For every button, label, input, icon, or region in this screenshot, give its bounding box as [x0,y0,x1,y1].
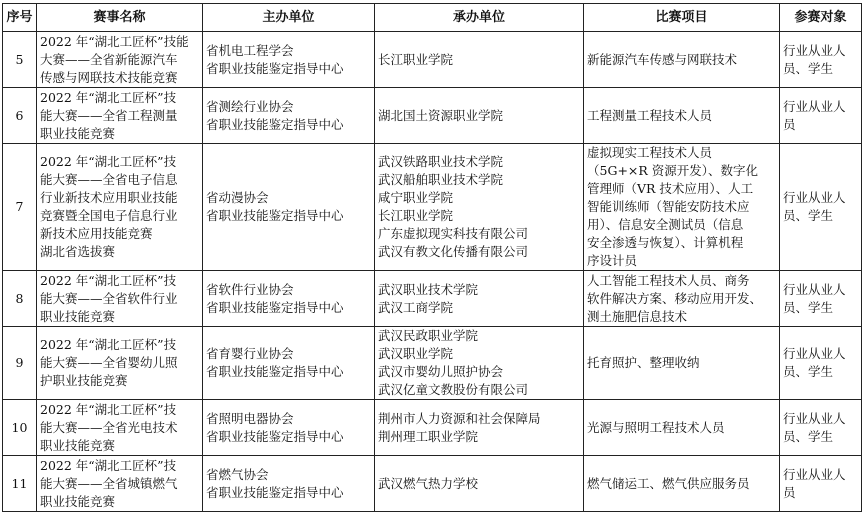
cell-line: 工程测量工程技术人员 [587,107,713,123]
cell-line: 湖北国土资源职业学院 [378,107,504,123]
cell-line: 智能训练师（智能安防技术应 [587,199,750,214]
table-row [3,271,862,327]
cell-no: 5 [3,32,37,88]
cell-line: 用）、信息安全测试员（信息 [587,217,744,232]
table-row [3,400,862,456]
cell-line: 职业技能竞赛 [40,493,116,509]
cell-line: （5G+×R 资源开发）、数字化 [587,163,759,178]
cell-line: 行业从业人 [783,346,846,361]
cell-line: 省动漫协会 [206,190,269,205]
table-row [3,88,862,144]
cell-organizer [375,144,584,271]
cell-no: 11 [3,456,37,512]
cell-host [203,144,375,271]
cell-line: 省职业技能鉴定指导中心 [206,364,344,379]
cell-project [584,32,780,88]
cell-host [203,456,375,512]
cell-line: 省机电工程学会 [206,42,294,58]
cell-participants [780,400,862,456]
cell-line: 行业从业人 [783,190,846,205]
table-row [3,32,862,88]
cell-line: 武汉民政职业学院 [378,328,479,343]
cell-organizer [375,88,584,144]
cell-line: 能大赛——全省光电技术 [40,419,178,435]
cell-line: 武汉工商学院 [378,299,454,315]
table-row [3,327,862,400]
cell-line: 托育照护、整理收纳 [587,355,700,370]
cell-line: 省燃气协会 [206,466,269,482]
cell-line: 燃气储运工、燃气供应服务员 [587,475,750,491]
cell-line: 员、学生 [783,364,834,379]
cell-line: 省职业技能鉴定指导中心 [206,484,344,500]
header-host: 主办单位 [203,4,375,32]
cell-line: 员、学生 [783,60,834,76]
cell-no: 8 [3,271,37,327]
cell-event-name [37,327,203,400]
cell-line: 护职业技能竞赛 [40,373,128,388]
cell-line: 省育婴行业协会 [206,346,294,361]
cell-host [203,88,375,144]
cell-line: 光源与照明工程技术人员 [587,419,725,435]
cell-line: 广东虚拟现实科技有限公司 [378,226,529,241]
cell-line: 荆州理工职业学院 [378,428,479,444]
cell-participants [780,271,862,327]
cell-line: 武汉船舶职业技术学院 [378,172,504,187]
cell-line: 大赛——全省新能源汽车 [40,51,178,67]
cell-line: 武汉铁路职业技术学院 [378,154,504,169]
cell-line: 省职业技能鉴定指导中心 [206,116,344,132]
cell-line: 武汉亿童文教股份有限公司 [378,382,529,397]
cell-line: 省软件行业协会 [206,281,294,297]
cell-event-name [37,32,203,88]
cell-line: 咸宁职业学院 [378,190,454,205]
cell-participants [780,88,862,144]
cell-line: 新技术应用技能竞赛 [40,226,153,241]
competition-table [2,3,862,512]
cell-no: 10 [3,400,37,456]
cell-line: 2022 年“湖北工匠杯”技 [40,337,177,352]
cell-line: 职业技能竞赛 [40,308,116,324]
cell-line: 传感与网联技术技能竞赛 [40,69,178,85]
cell-project [584,400,780,456]
cell-line: 管理师（VR 技术应用）、人工 [587,181,754,196]
cell-line: 省职业技能鉴定指导中心 [206,208,344,223]
header-row [3,4,862,32]
cell-line: 能大赛——全省城镇燃气 [40,475,178,491]
cell-project [584,456,780,512]
cell-line: 序设计员 [587,253,638,268]
cell-line: 省职业技能鉴定指导中心 [206,60,344,76]
cell-organizer [375,32,584,88]
header-no: 序号 [3,4,37,32]
cell-line: 武汉有教文化传播有限公司 [378,244,529,259]
cell-line: 员 [783,116,796,132]
cell-line: 竞赛暨全国电子信息行业 [40,208,178,223]
cell-line: 员、学生 [783,428,834,444]
cell-line: 武汉职业技术学院 [378,281,479,297]
cell-participants [780,32,862,88]
cell-line: 湖北省选拔赛 [40,244,116,259]
cell-line: 行业从业人 [783,42,846,58]
cell-line: 测土施肥信息技术 [587,308,688,324]
cell-line: 人工智能工程技术人员、商务 [587,272,750,288]
cell-project [584,327,780,400]
cell-line: 员、学生 [783,299,834,315]
cell-line: 能大赛——全省工程测量 [40,107,178,123]
cell-line: 武汉市婴幼儿照护协会 [378,364,504,379]
cell-line: 2022 年“湖北工匠杯”技 [40,154,177,169]
cell-line: 长江职业学院 [378,208,454,223]
cell-line: 省照明电器协会 [206,410,294,426]
cell-host [203,400,375,456]
cell-line: 省测绘行业协会 [206,98,294,114]
cell-line: 虚拟现实工程技术人员 [587,145,713,160]
cell-line: 荆州市人力资源和社会保障局 [378,410,541,426]
header-participants: 参赛对象 [780,4,862,32]
cell-line: 能大赛——全省软件行业 [40,290,178,306]
cell-line: 新能源汽车传感与网联技术 [587,51,738,67]
cell-event-name [37,271,203,327]
cell-no: 7 [3,144,37,271]
header-event-name: 赛事名称 [37,4,203,32]
cell-event-name [37,88,203,144]
cell-line: 行业从业人 [783,98,846,114]
cell-no: 6 [3,88,37,144]
cell-event-name [37,456,203,512]
cell-line: 2022 年“湖北工匠杯”技 [40,272,177,288]
cell-organizer [375,271,584,327]
cell-participants [780,327,862,400]
cell-host [203,32,375,88]
cell-line: 行业新技术应用职业技能 [40,190,178,205]
cell-line: 武汉职业学院 [378,346,454,361]
cell-line: 能大赛——全省电子信息 [40,172,178,187]
cell-event-name [37,144,203,271]
cell-line: 能大赛——全省婴幼儿照 [40,355,178,370]
cell-line: 职业技能竞赛 [40,437,116,453]
header-organizer: 承办单位 [375,4,584,32]
cell-project [584,271,780,327]
cell-event-name [37,400,203,456]
cell-line: 软件解决方案、移动应用开发、 [587,290,763,306]
cell-host [203,271,375,327]
cell-organizer [375,327,584,400]
cell-host [203,327,375,400]
cell-participants [780,144,862,271]
cell-organizer [375,456,584,512]
cell-line: 职业技能竞赛 [40,125,116,141]
cell-line: 行业从业人 [783,410,846,426]
cell-line: 2022 年“湖北工匠杯”技 [40,89,177,105]
table-row [3,456,862,512]
cell-line: 长江职业学院 [378,51,454,67]
cell-line: 武汉燃气热力学校 [378,475,479,491]
cell-line: 行业从业人 [783,466,846,482]
cell-organizer [375,400,584,456]
cell-line: 安全渗透与恢复）、计算机程 [587,235,744,250]
header-project: 比赛项目 [584,4,780,32]
cell-line: 省职业技能鉴定指导中心 [206,299,344,315]
cell-line: 省职业技能鉴定指导中心 [206,428,344,444]
cell-line: 员、学生 [783,208,834,223]
cell-no: 9 [3,327,37,400]
cell-project [584,88,780,144]
cell-line: 员 [783,484,796,500]
cell-line: 行业从业人 [783,281,846,297]
cell-line: 2022 年“湖北工匠杯”技能 [40,33,189,49]
table-row [3,144,862,271]
cell-line: 2022 年“湖北工匠杯”技 [40,457,177,473]
cell-participants [780,456,862,512]
cell-line: 2022 年“湖北工匠杯”技 [40,401,177,417]
cell-project [584,144,780,271]
